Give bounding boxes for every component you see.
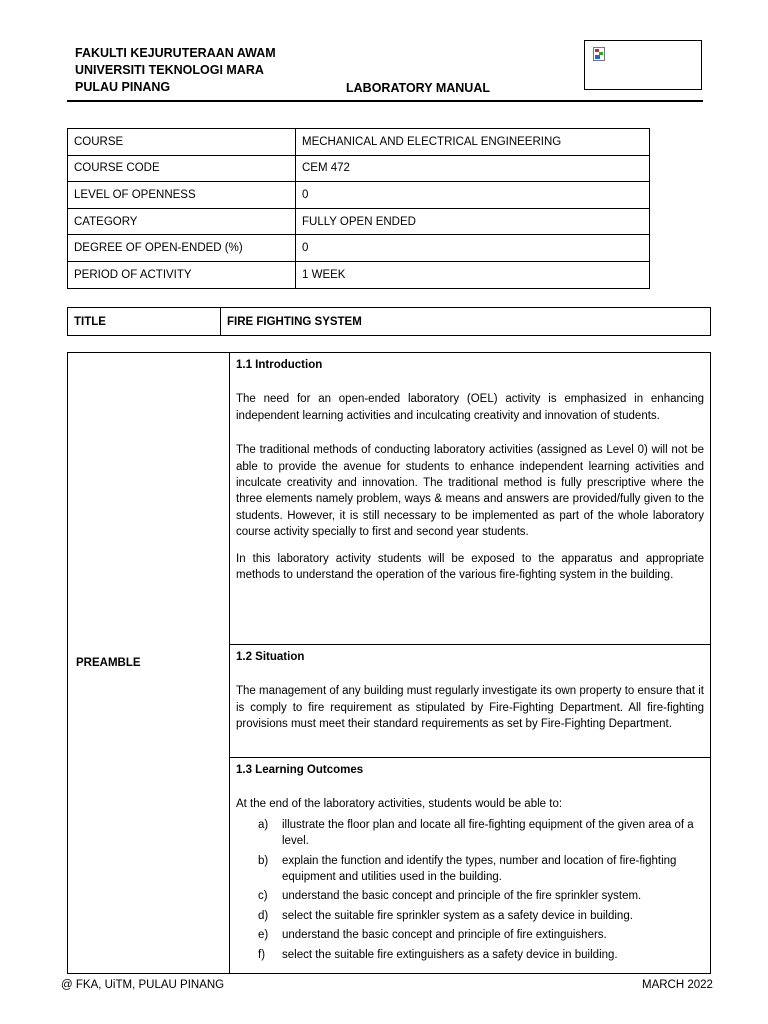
info-label: COURSE (68, 129, 296, 156)
preamble-label: PREAMBLE (68, 353, 230, 974)
info-label: PERIOD OF ACTIVITY (68, 261, 296, 288)
preamble-table (67, 352, 711, 974)
info-value: FULLY OPEN ENDED (296, 208, 650, 235)
table-row (68, 182, 650, 209)
info-value: MECHANICAL AND ELECTRICAL ENGINEERING (296, 129, 650, 156)
learning-outcomes-section (230, 758, 711, 974)
table-row (68, 308, 711, 336)
section-heading: 1.2 Situation (236, 651, 305, 663)
info-value: CEM 472 (296, 155, 650, 182)
document-type: LABORATORY MANUAL (346, 81, 490, 95)
footer-date: MARCH 2022 (642, 979, 713, 991)
course-info-table (67, 128, 650, 289)
introduction-section (230, 353, 711, 645)
list-item: b) explain the function and identify the types, number and location of fire-fighting equipment and utilities used in the building. (258, 854, 677, 884)
list-item: d) select the suitable fire sprinkler system as a safety device in building. (258, 909, 633, 922)
table-row (68, 129, 650, 156)
info-label: LEVEL OF OPENNESS (68, 182, 296, 209)
footer-institution: @ FKA, UiTM, PULAU PINANG (61, 979, 225, 991)
university-name: UNIVERSITI TEKNOLOGI MARA (75, 63, 264, 77)
paragraph: The management of any building must regularly investigate its own property to ensure that it is comply to fire requirement as stipulated by Fire-Fighting Department. All fire-fighting provisions must meet their standard requirements as set by Fire-Fighting Department. (236, 685, 704, 731)
list-item: c) understand the basic concept and principle of the fire sprinkler system. (258, 890, 642, 903)
title-table (67, 307, 711, 336)
broken-image-icon (593, 47, 605, 61)
campus-name: PULAU PINANG (75, 80, 171, 94)
info-value: 0 (296, 182, 650, 209)
section-heading: 1.1 Introduction (236, 359, 323, 371)
paragraph: In this laboratory activity students will be exposed to the apparatus and appropriate methods to understand the operation of the various fire-fighting system in the building. (236, 552, 704, 582)
paragraph: The need for an open-ended laboratory (OEL) activity is emphasized in enhancing independent learning activities and inculcating creativity and innovation of students. (236, 393, 704, 422)
paragraph: At the end of the laboratory activities, students would be able to: (236, 798, 563, 811)
table-row (68, 155, 650, 182)
table-row (68, 353, 711, 645)
list-item: f) select the suitable fire extinguishers as a safety device in building. (258, 948, 618, 961)
info-label: COURSE CODE (68, 155, 296, 182)
table-row (68, 235, 650, 262)
info-value: 0 (296, 235, 650, 262)
outcomes-list (236, 817, 704, 963)
faculty-name: FAKULTI KEJURUTERAAN AWAM (75, 46, 276, 60)
header-institution (75, 45, 276, 96)
title-label: TITLE (68, 308, 221, 336)
list-item: e) understand the basic concept and principle of fire extinguishers. (258, 929, 607, 942)
section-heading: 1.3 Learning Outcomes (236, 764, 364, 776)
info-label: DEGREE OF OPEN-ENDED (%) (68, 235, 296, 262)
paragraph: The traditional methods of conducting laboratory activities (assigned as Level 0) will not be able to provide the avenue for students to enhance independent learning activities and inculcate creativity and innovation. The traditional method is fully prescriptive where the three elements namely problem, ways & means and answers are provided/fully given to the students. However, it is still necessary to be implemented as part of the whole laboratory course activity specially to first and second year students. (236, 444, 704, 539)
table-row (68, 261, 650, 288)
info-value: 1 WEEK (296, 261, 650, 288)
list-item: a) illustrate the floor plan and locate all fire-fighting equipment of the given area of a level. (258, 818, 694, 848)
header-divider (67, 100, 703, 102)
table-row (68, 208, 650, 235)
situation-section (230, 645, 711, 758)
title-value: FIRE FIGHTING SYSTEM (221, 308, 711, 336)
info-label: CATEGORY (68, 208, 296, 235)
logo-frame (584, 40, 702, 90)
